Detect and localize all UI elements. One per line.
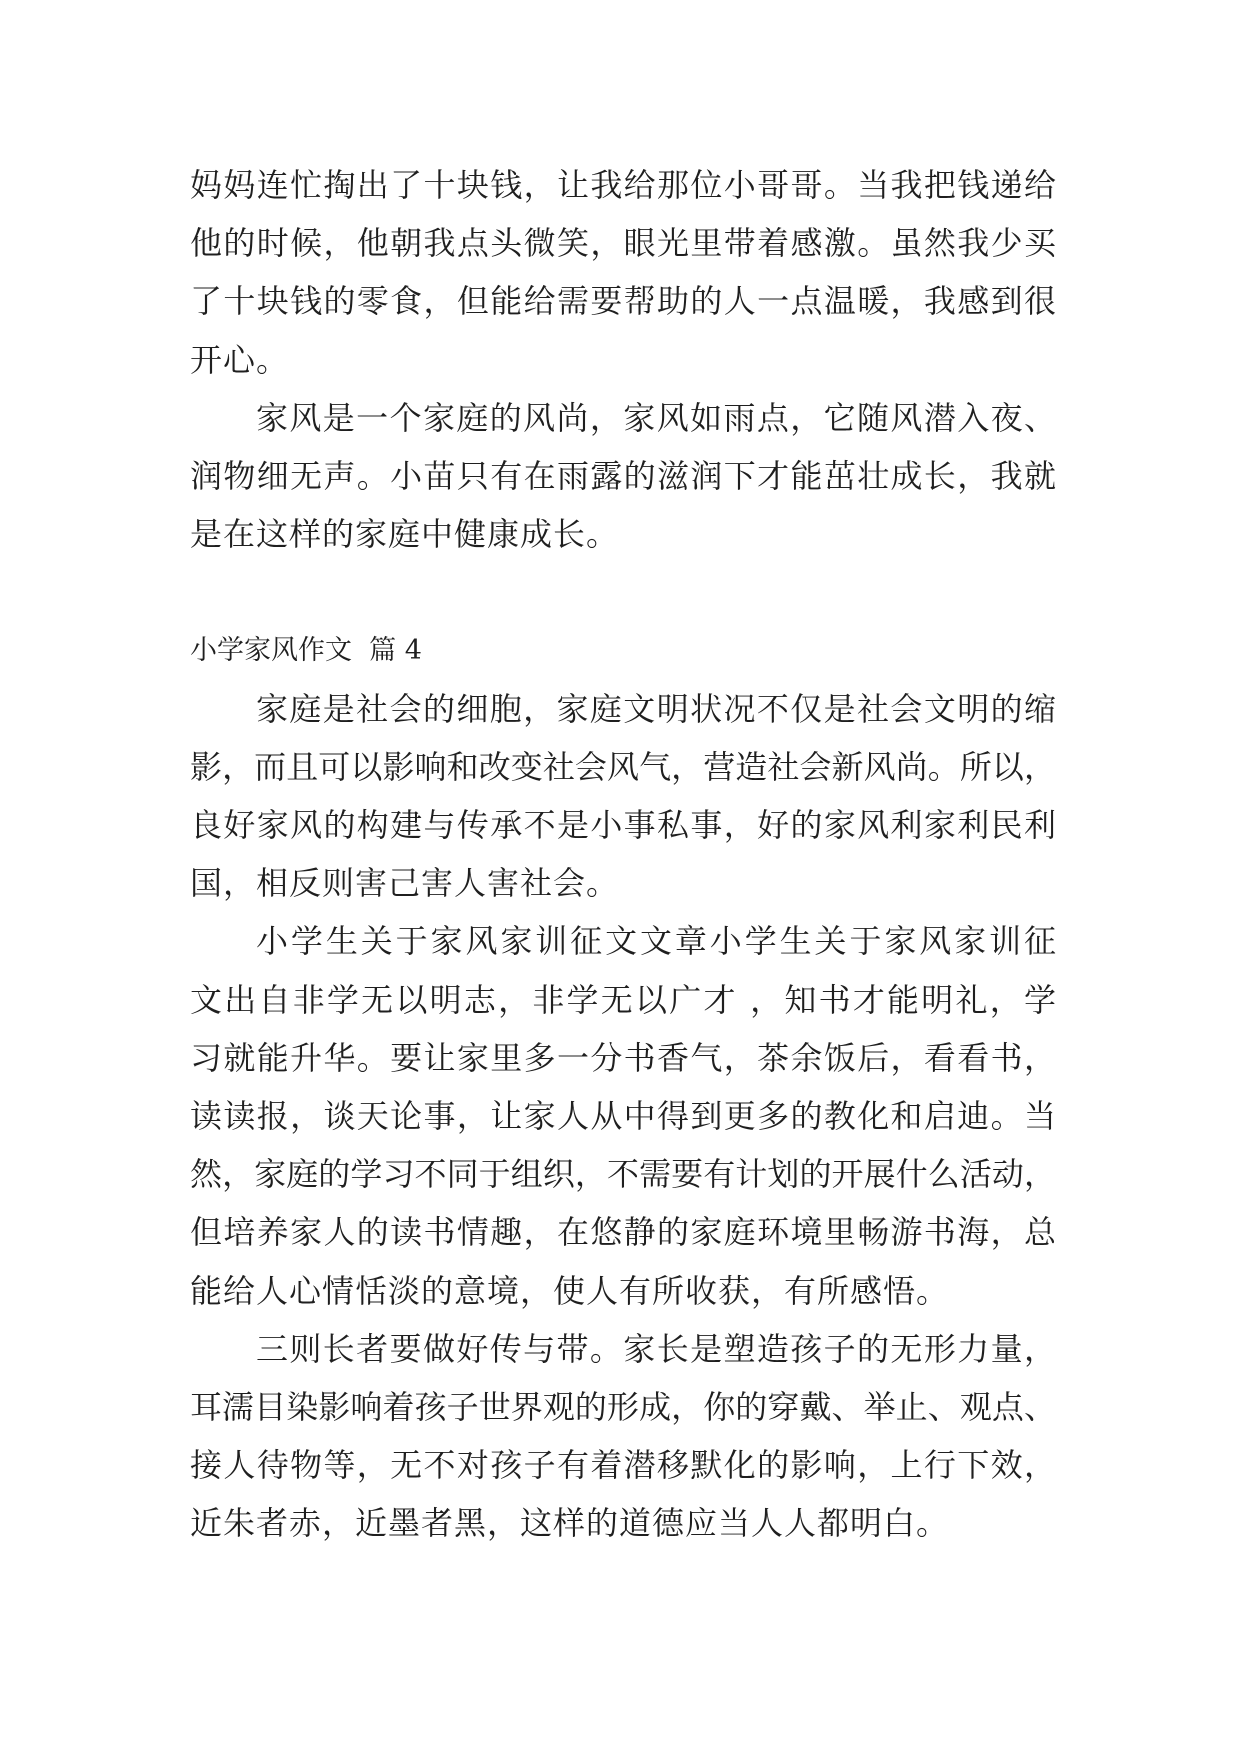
text-line: 接人待物等，无不对孩子有着潜移默化的影响，上行下效，: [190, 1446, 1056, 1485]
document-body: [190, 156, 1056, 1553]
text-line: 是在这样的家庭中健康成长。: [190, 515, 620, 554]
text-line: 然，家庭的学习不同于组织，不需要有计划的开展什么活动，: [190, 1155, 1056, 1194]
text-line: 但培养家人的读书情趣，在悠静的家庭环境里畅游书海，总: [190, 1213, 1056, 1252]
text-line: 三则长者要做好传与带。家长是塑造孩子的无形力量，: [256, 1329, 1056, 1368]
paragraph: [190, 156, 1056, 389]
text-line: 家风是一个家庭的风尚，家风如雨点，它随风潜入夜、: [256, 398, 1056, 437]
text-line: 影，而且可以影响和改变社会风气，营造社会新风尚。所以，: [190, 747, 1056, 786]
text-line: 习就能升华。要让家里多一分书香气，茶余饭后，看看书，: [190, 1038, 1056, 1077]
section-heading: 小学家风作文 篇 4: [190, 634, 422, 666]
text-line: 家庭是社会的细胞，家庭文明状况不仅是社会文明的缩: [256, 689, 1056, 728]
text-line: 耳濡目染影响着孩子世界观的形成，你的穿戴、举止、观点、: [190, 1387, 1056, 1426]
text-line: 近朱者赤，近墨者黑，这样的道德应当人人都明白。: [190, 1504, 950, 1543]
text-line: 润物细无声。小苗只有在雨露的滋润下才能茁壮成长，我就: [190, 456, 1056, 495]
paragraph: [190, 912, 1056, 1319]
text-line: 小学生关于家风家训征文文章小学生关于家风家训征: [256, 922, 1056, 961]
text-line: 开心。: [190, 340, 290, 379]
paragraph: [190, 680, 1056, 913]
text-line: 国，相反则害己害人害社会。: [190, 864, 620, 903]
text-line: 他的时候，他朝我点头微笑，眼光里带着感激。虽然我少买: [190, 224, 1056, 263]
blank-line: [190, 563, 1056, 621]
text-line: 读读报，谈天论事，让家人从中得到更多的教化和启迪。当: [190, 1097, 1056, 1135]
paragraph: [190, 1320, 1056, 1553]
text-line: 良好家风的构建与传承不是小事私事，好的家风利家利民利: [190, 806, 1056, 845]
text-line: 妈妈连忙掏出了十块钱，让我给那位小哥哥。当我把钱递给: [190, 166, 1056, 204]
text-line: 文出自非学无以明志，非学无以广才 ，知书才能明礼，学: [190, 980, 1056, 1019]
text-line: 能给人心情恬淡的意境，使人有所收获，有所感悟。: [190, 1271, 950, 1310]
text-line: 了十块钱的零食，但能给需要帮助的人一点温暖，我感到很: [190, 282, 1056, 321]
paragraph: [190, 389, 1056, 564]
